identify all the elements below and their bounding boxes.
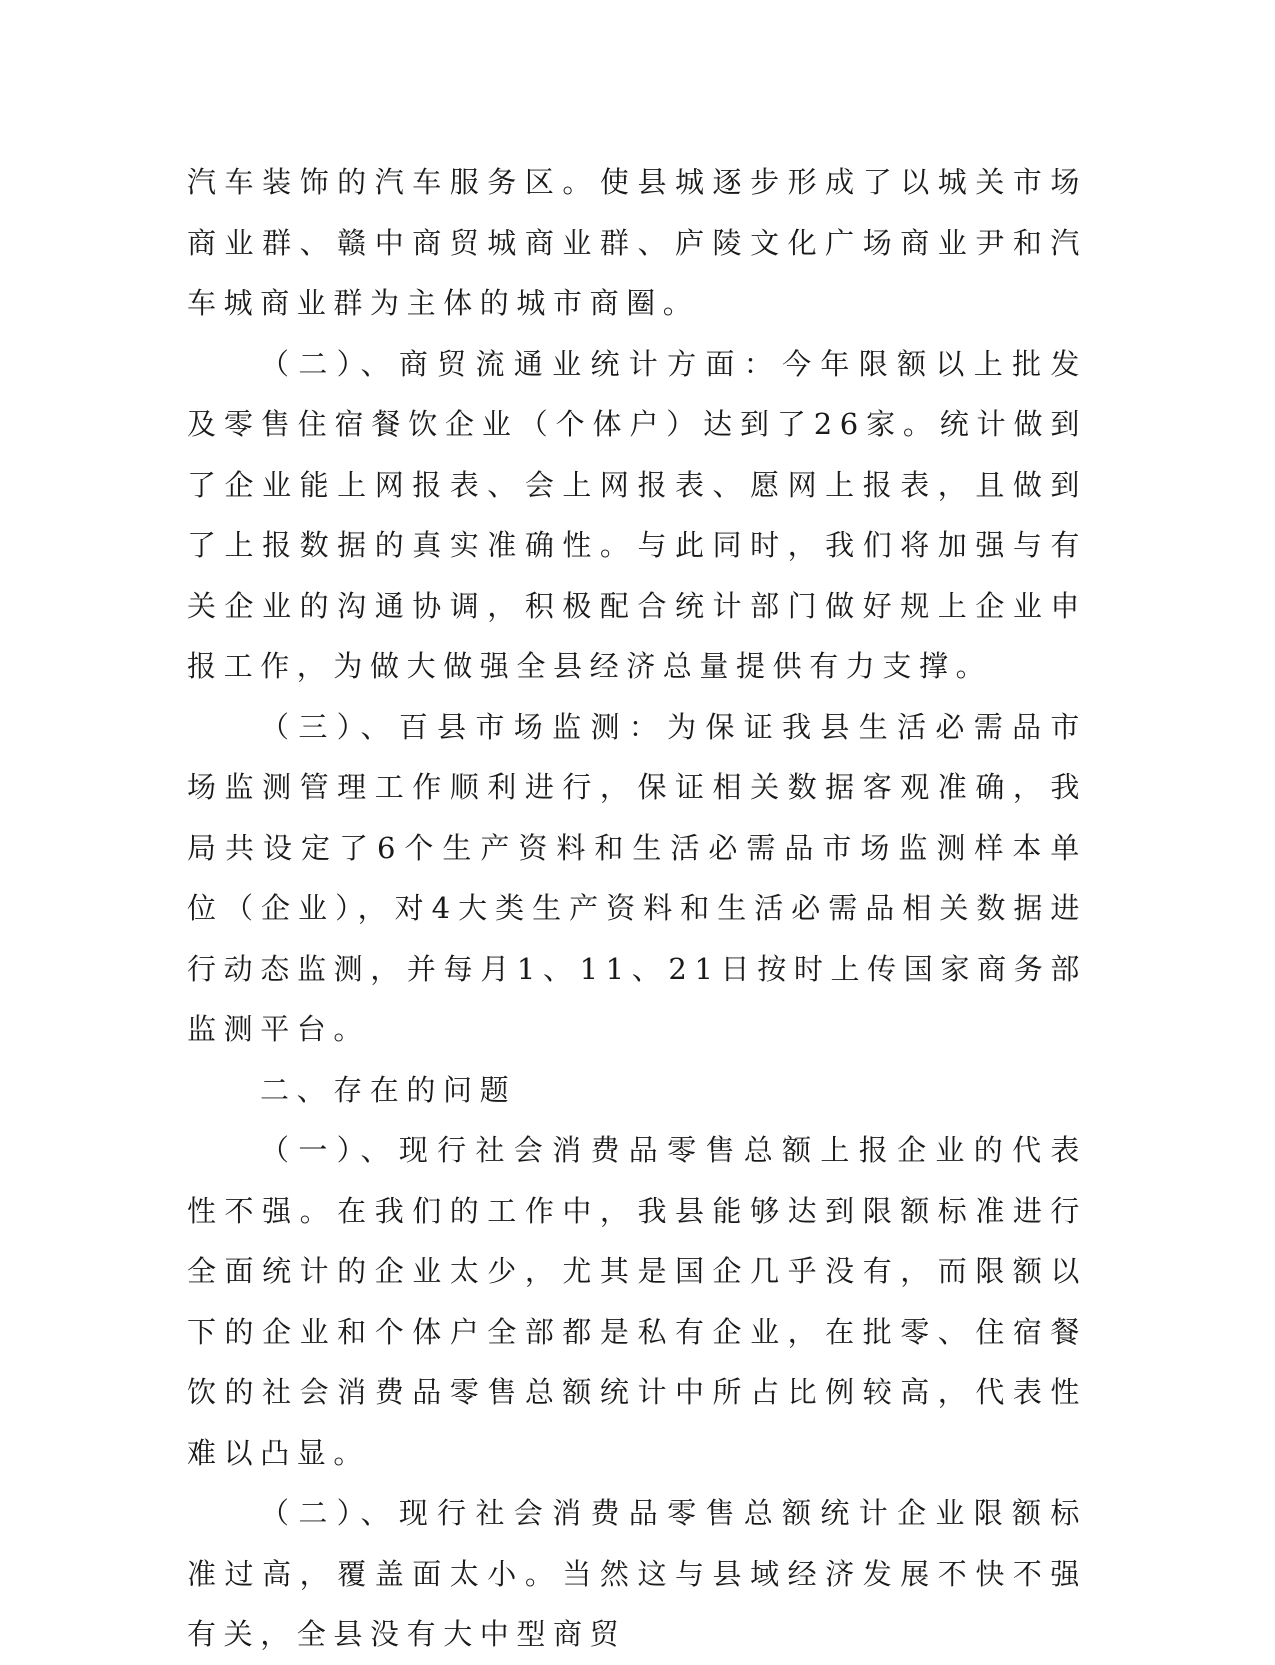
document-body bbox=[187, 152, 1087, 1665]
paragraph-continuation: 汽车装饰的汽车服务区。使县城逐步形成了以城关市场商业群、赣中商贸城商业群、庐陵文化广场商业尹和汽车城商业群为主体的城市商圈。 bbox=[187, 165, 1087, 320]
paragraph-trade-statistics: （二）、商贸流通业统计方面：今年限额以上批发及零售住宿餐饮企业（个体户）达到了26家。统计做到了企业能上网报表、会上网报表、愿网上报表，且做到了上报数据的真实准确性。与此同时，我们将加强与有关企业的沟通协调，积极配合统计部门做好规上企业申报工作，为做大做强全县经济总量提供有力支撑。 bbox=[187, 346, 1087, 683]
paragraph-problem-one: （一）、现行社会消费品零售总额上报企业的代表性不强。在我们的工作中，我县能够达到限额标准进行全面统计的企业太少，尤其是国企几乎没有，而限额以下的企业和个体户全部都是私有企业，在批零、住宿餐饮的社会消费品零售总额统计中所占比例较高，代表性难以凸显。 bbox=[187, 1133, 1087, 1470]
section-heading-problems: 二、存在的问题 bbox=[260, 1072, 517, 1107]
paragraph-market-monitoring: （三）、百县市场监测：为保证我县生活必需品市场监测管理工作顺利进行，保证相关数据客观准确，我局共设定了6个生产资料和生活必需品市场监测样本单位（企业），对4大类生产资料和生活必需品相关数据进行动态监测，并每月1、11、21日按时上传国家商务部监测平台。 bbox=[187, 709, 1087, 1046]
paragraph-problem-two: （二）、现行社会消费品零售总额统计企业限额标准过高，覆盖面太小。当然这与县域经济发展不快不强有关，全县没有大中型商贸 bbox=[187, 1496, 1087, 1651]
